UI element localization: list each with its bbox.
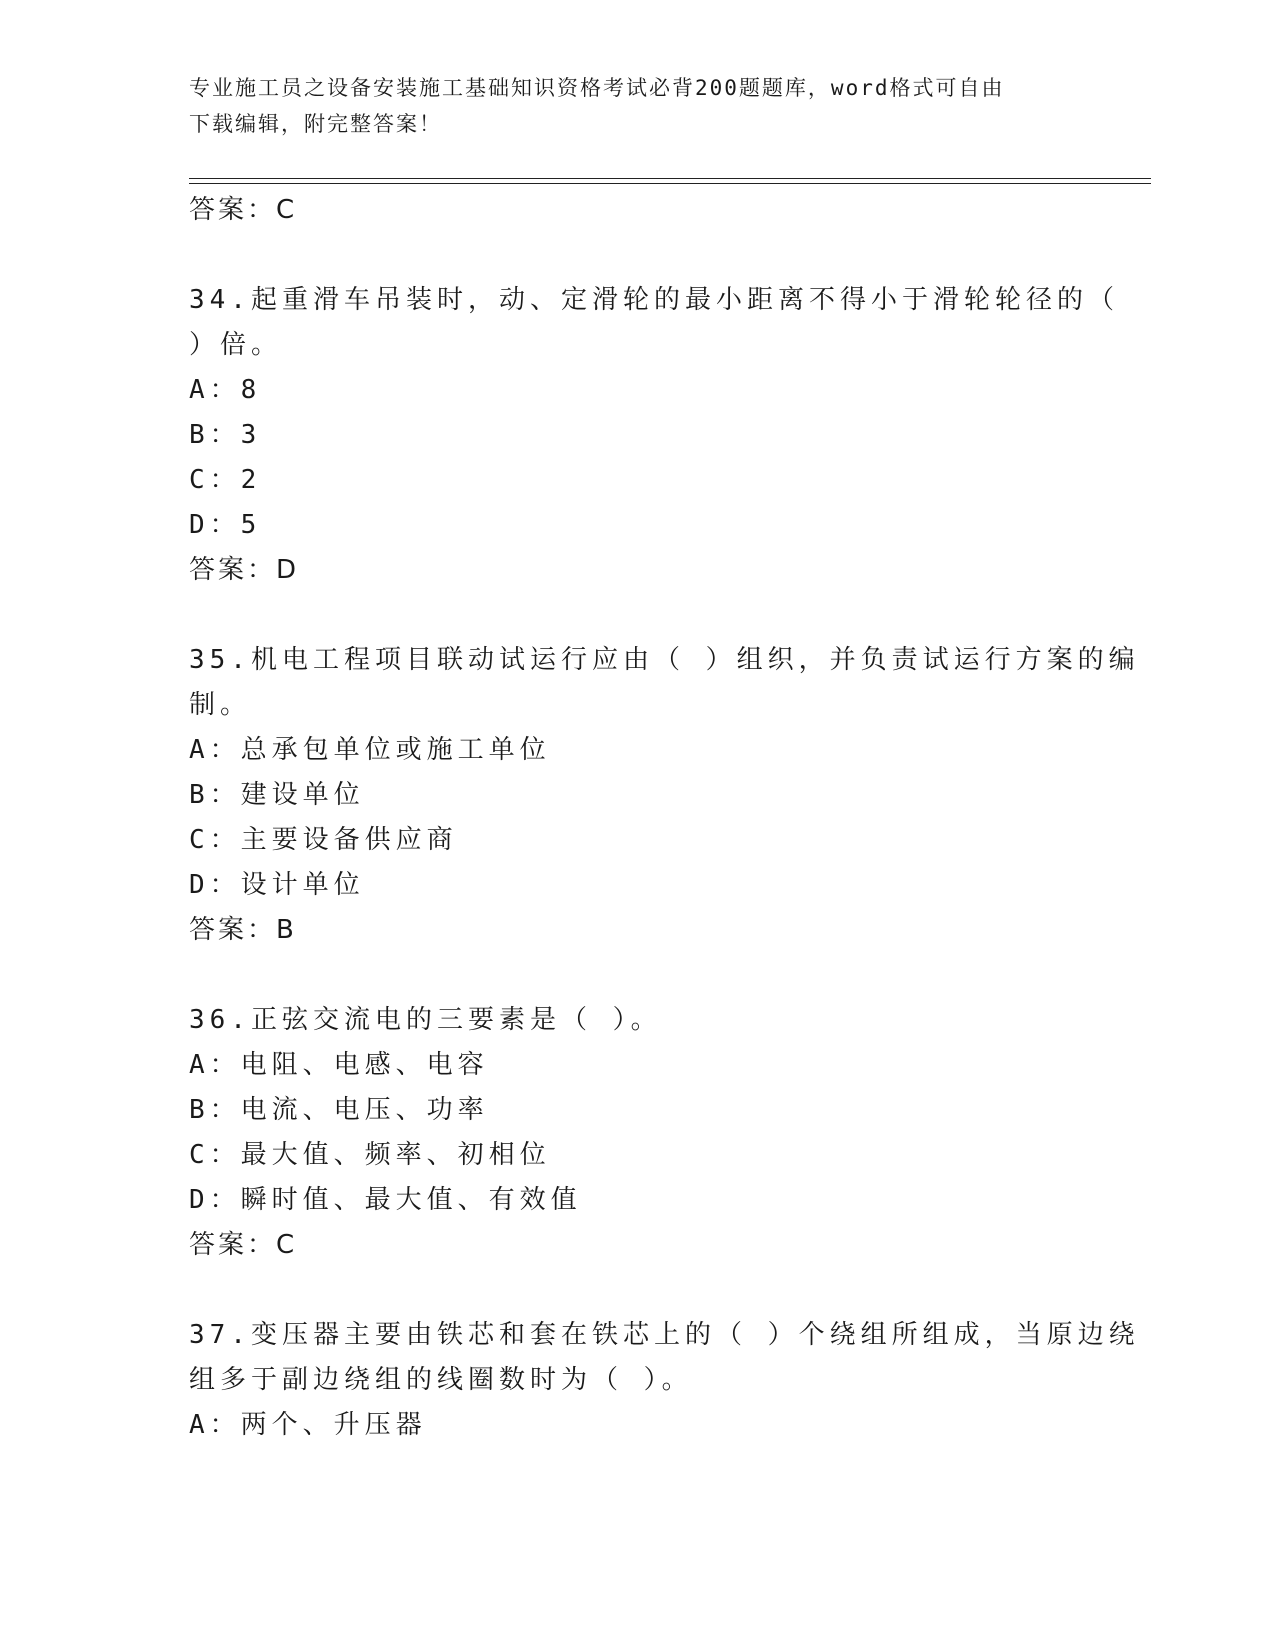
question-stem: 制。 (189, 690, 252, 720)
option-a: A：总承包单位或施工单位 (189, 735, 551, 765)
option-b: B：3 (189, 420, 262, 450)
spacer (189, 233, 1089, 278)
option-d: D：设计单位 (189, 870, 365, 900)
question-stem: ）倍。 (189, 330, 283, 360)
option-d: D：5 (189, 510, 262, 540)
option-b: B：建设单位 (189, 780, 365, 810)
answer: 答案：D (189, 555, 300, 585)
option-d: D：瞬时值、最大值、有效值 (189, 1185, 582, 1215)
question-stem: 36.正弦交流电的三要素是（ ）。 (189, 1005, 662, 1035)
question-list (189, 188, 1140, 1448)
option-a: A：电阻、电感、电容 (189, 1050, 489, 1080)
option-c: C：主要设备供应商 (189, 825, 458, 855)
option-a: A：8 (189, 375, 262, 405)
header-rule-top (189, 178, 1151, 179)
question-stem: 35.机电工程项目联动试运行应由（ ）组织，并负责试运行方案的编 (189, 645, 1140, 675)
question-34 (189, 278, 1119, 593)
header-rule-bottom (189, 183, 1151, 184)
spacer (189, 1268, 1089, 1313)
spacer (189, 953, 1089, 998)
document-header (189, 70, 1079, 142)
option-b: B：电流、电压、功率 (189, 1095, 489, 1125)
header-line-1: 专业施工员之设备安装施工基础知识资格考试必背200题题库，word格式可自由 (189, 76, 1005, 100)
option-a: A：两个、升压器 (189, 1410, 427, 1440)
question-stem: 组多于副边绕组的线圈数时为（ ）。 (189, 1365, 693, 1395)
spacer (189, 593, 1089, 638)
option-c: C：最大值、频率、初相位 (189, 1140, 551, 1170)
header-line-2: 下载编辑，附完整答案！ (189, 112, 442, 136)
question-35 (189, 638, 1140, 953)
previous-answer: 答案：C (189, 195, 298, 225)
question-36 (189, 998, 1089, 1268)
question-stem: 34.起重滑车吊装时，动、定滑轮的最小距离不得小于滑轮轮径的（ (189, 285, 1119, 315)
answer: 答案：C (189, 1230, 298, 1260)
option-c: C：2 (189, 465, 262, 495)
question-stem: 37.变压器主要由铁芯和套在铁芯上的（ ）个绕组所组成，当原边绕 (189, 1320, 1140, 1350)
question-37 (189, 1313, 1140, 1448)
answer: 答案：B (189, 915, 297, 945)
